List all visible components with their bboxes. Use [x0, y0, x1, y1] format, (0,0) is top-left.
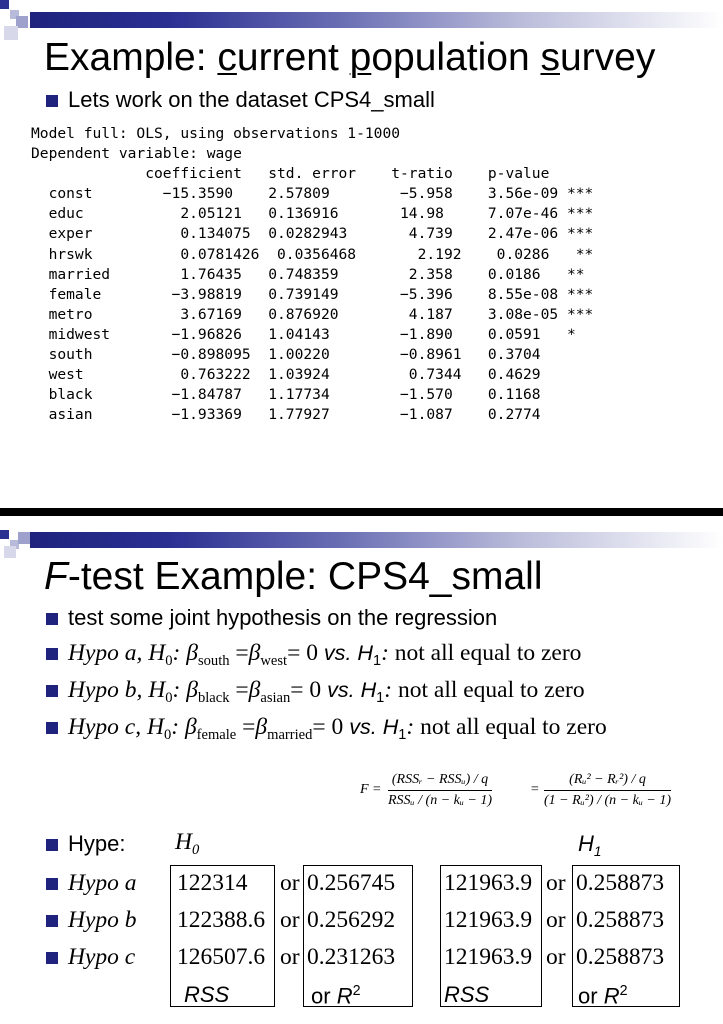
formula-fraction-rss: (RSSᵣ − RSSᵤ) / q RSSᵤ / (n − kᵤ − 1) [388, 772, 493, 808]
r2-label: or $R^2$ [311, 983, 361, 1009]
deco-square [4, 546, 16, 558]
r2-h0: 0.256745 [307, 870, 396, 896]
model-line: Model full: OLS, using observations 1-1000 [31, 125, 401, 142]
bullet-square [46, 878, 58, 890]
hypothesis-1: Hypo a, $H_0$: $\beta_{south} =\beta_{west}= 0$ vs. $H_1$: not all equal to zero [68, 640, 582, 670]
row-name: Hypo a [68, 870, 137, 896]
or-text: or [546, 944, 566, 970]
rss-h1: 121963.9 [444, 907, 533, 933]
bullet-square [46, 722, 58, 734]
rss-h0: 122314 [177, 870, 248, 896]
table-row: asian −1.93369 1.77927 −1.087 0.2774 [31, 406, 567, 424]
table-row: metro 3.67169 0.876920 4.187 3.08e-05 *** [31, 305, 594, 323]
table-row: hrswk 0.0781426 0.0356468 2.192 0.0286 ** [31, 245, 594, 263]
title-decoration [0, 516, 723, 558]
table-header: coefficient std. error t-ratio p-value [31, 165, 550, 183]
or-text: or [280, 870, 300, 896]
hypothesis-3: Hypo c, $H_0$: $\beta_{female} =\beta_{married}= 0$ vs. $H_1$: not all equal to zero [68, 714, 607, 744]
r2-h1: 0.258873 [576, 907, 665, 933]
r2-h0: 0.231263 [307, 944, 396, 970]
rss-h1: 121963.9 [444, 944, 533, 970]
bullet-text: test some joint hypothesis on the regression [68, 605, 498, 630]
bullet-square [46, 952, 58, 964]
bullet-square [46, 648, 58, 660]
bullet-square [46, 685, 58, 697]
slide-title: F-test Example: CPS4_small [44, 555, 543, 598]
rss-h0: 122388.6 [177, 907, 266, 933]
r2-label: or $R^2$ [578, 983, 628, 1009]
formula-F: F = [360, 782, 382, 797]
h1-header: $H_1$ [578, 831, 602, 859]
bullet-square [46, 915, 58, 927]
or-text: or [546, 870, 566, 896]
deco-square [0, 530, 9, 539]
h0-header: $H_0$ [175, 829, 200, 859]
row-name: Hypo c [68, 944, 136, 970]
table-row: exper 0.134075 0.0282943 4.739 2.47e-06 *** [31, 225, 594, 243]
deco-square [18, 532, 30, 544]
table-row: west 0.763222 1.03924 0.7344 0.4629 [31, 366, 567, 384]
formula-fraction-r2: $\frac{\text{(Rᵤ² − Rᵣ²) / q}}{\text{(1 − Rᵤ²) / (n − kᵤ − 1)}}$ [544, 772, 672, 808]
gradient-bar [30, 532, 723, 548]
table-row: const −15.3590 2.57809 −5.958 3.56e-09 *** [31, 185, 594, 203]
slide-2 [0, 516, 723, 1024]
table-row: female −3.98819 0.739149 −5.396 8.55e-08 *** [31, 285, 594, 303]
r2-h0: 0.256292 [307, 907, 396, 933]
hype-label: Hype: [68, 831, 126, 856]
or-text: or [280, 944, 300, 970]
table-row: south −0.898095 1.00220 −0.8961 0.3704 [31, 346, 567, 364]
deco-square [4, 26, 18, 40]
slide-title: Example: current population survey [44, 36, 656, 79]
regression-output [31, 124, 593, 425]
formula-equals: = [530, 782, 540, 797]
table-row: educ 2.05121 0.136916 14.98 7.07e-46 *** [31, 205, 594, 223]
rss-h1: 121963.9 [444, 870, 533, 896]
hypothesis-2: Hypo b, $H_0$: $\beta_{black} =\beta_{asian}= 0$ vs. $H_1$: not all equal to zero [68, 677, 585, 707]
or-text: or [546, 907, 566, 933]
row-name: Hypo b [68, 907, 137, 933]
slide-divider [0, 508, 723, 516]
dependent-variable-line: Dependent variable: wage [31, 145, 242, 163]
table-row: black −1.84787 1.17734 −1.570 0.1168 [31, 386, 567, 404]
bullet-square [46, 613, 58, 625]
bullet-square [46, 95, 58, 107]
table-row: married 1.76435 0.748359 2.358 0.0186 ** [31, 265, 585, 283]
r2-h1: 0.258873 [576, 870, 665, 896]
bullet-square [46, 839, 58, 851]
deco-square [0, 0, 9, 9]
bullet-text: Lets work on the dataset CPS4_small [68, 87, 435, 112]
rss-label: RSS [444, 982, 490, 1007]
table-row: midwest −1.96826 1.04143 −1.890 0.0591 * [31, 325, 576, 343]
or-text: or [280, 907, 300, 933]
slide-1 [0, 0, 723, 508]
gradient-bar [30, 12, 723, 28]
r2-h1: 0.258873 [576, 944, 665, 970]
rss-h0: 126507.6 [177, 944, 266, 970]
rss-label: RSS [184, 982, 230, 1007]
